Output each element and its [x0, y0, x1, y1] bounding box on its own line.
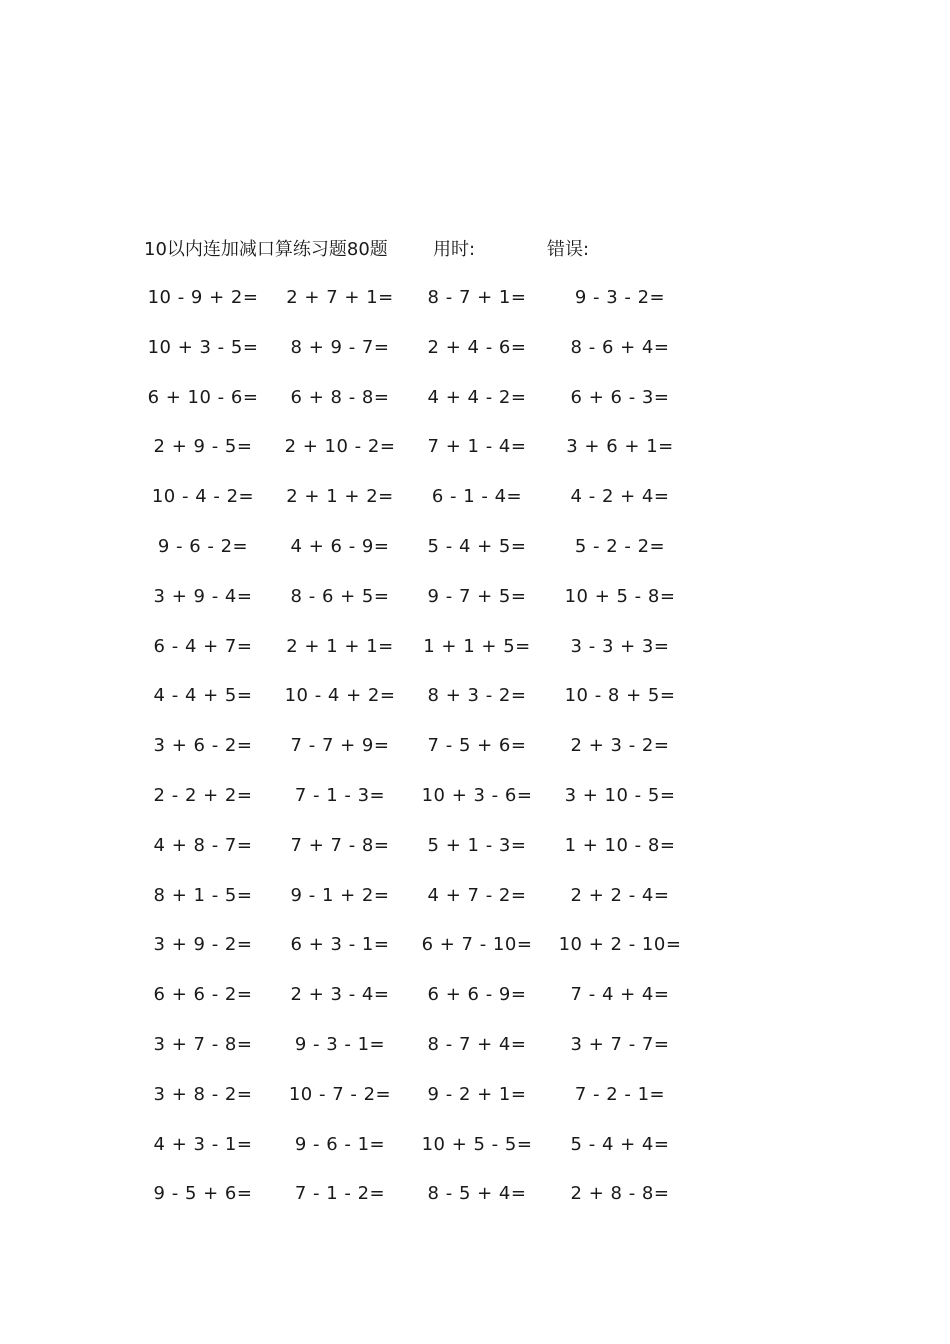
- problem-row: [0, 1131, 950, 1181]
- arithmetic-problem: 7 - 7 + 9=: [290, 735, 390, 757]
- arithmetic-problem: 3 + 7 - 8=: [153, 1033, 253, 1055]
- problem-row: [0, 533, 950, 583]
- problem-row: [0, 284, 950, 334]
- arithmetic-problem: 8 - 7 + 1=: [427, 287, 527, 308]
- worksheet-title: 10以内连加减口算练习题80题: [144, 239, 388, 260]
- arithmetic-problem: 1 + 1 + 5=: [423, 635, 531, 657]
- arithmetic-problem: 2 + 2 - 4=: [570, 884, 670, 906]
- arithmetic-problem: 2 + 1 + 2=: [286, 486, 394, 508]
- arithmetic-problem: 7 - 5 + 6=: [427, 735, 527, 757]
- arithmetic-problem: 5 - 4 + 4=: [570, 1133, 670, 1155]
- problem-row: [0, 633, 950, 683]
- arithmetic-problem: 9 - 6 - 1=: [294, 1133, 386, 1155]
- arithmetic-problem: 3 - 3 + 3=: [570, 635, 670, 657]
- arithmetic-problem: 7 - 4 + 4=: [570, 984, 670, 1006]
- arithmetic-problem: 2 + 3 - 4=: [290, 984, 390, 1006]
- arithmetic-problem: 10 + 3 - 6=: [421, 784, 533, 806]
- arithmetic-problem: 2 + 4 - 6=: [427, 336, 527, 358]
- problem-row: [0, 384, 950, 434]
- arithmetic-problem: 4 + 7 - 2=: [427, 884, 527, 906]
- arithmetic-problem: 7 - 1 - 3=: [294, 784, 386, 806]
- problem-row: [0, 1081, 950, 1131]
- arithmetic-problem: 7 - 1 - 2=: [294, 1183, 386, 1205]
- problem-row: [0, 981, 950, 1031]
- arithmetic-problem: 6 + 6 - 2=: [153, 984, 253, 1006]
- arithmetic-problem: 6 + 7 - 10=: [421, 934, 533, 956]
- arithmetic-problem: 5 + 1 - 3=: [427, 834, 527, 856]
- arithmetic-problem: 2 + 9 - 5=: [153, 436, 253, 458]
- arithmetic-problem: 10 + 5 - 8=: [564, 585, 676, 607]
- arithmetic-problem: 9 - 1 + 2=: [290, 884, 390, 906]
- problem-row: [0, 1031, 950, 1081]
- arithmetic-problem: 6 + 6 - 9=: [427, 984, 527, 1006]
- time-used-label: 用时:: [433, 239, 476, 260]
- arithmetic-problem: 3 + 8 - 2=: [153, 1083, 253, 1105]
- arithmetic-problem: 2 + 3 - 2=: [570, 735, 670, 757]
- arithmetic-problem: 10 - 4 - 2=: [151, 486, 255, 508]
- problem-row: [0, 583, 950, 633]
- arithmetic-problem: 6 - 4 + 7=: [153, 635, 253, 657]
- arithmetic-problem: 4 + 8 - 7=: [153, 834, 253, 856]
- arithmetic-problem: 6 + 8 - 8=: [290, 386, 390, 408]
- arithmetic-problem: 7 - 2 - 1=: [574, 1083, 666, 1105]
- arithmetic-problem: 6 + 3 - 1=: [290, 934, 390, 956]
- arithmetic-problem: 8 - 7 + 4=: [427, 1033, 527, 1055]
- arithmetic-problem: 4 - 4 + 5=: [153, 685, 253, 707]
- arithmetic-problem: 5 - 4 + 5=: [427, 535, 527, 557]
- arithmetic-problem: 3 + 9 - 4=: [153, 585, 253, 607]
- arithmetic-problem: 3 + 9 - 2=: [153, 934, 253, 956]
- arithmetic-problem: 4 + 3 - 1=: [153, 1133, 253, 1155]
- arithmetic-problem: 6 + 6 - 3=: [570, 386, 670, 408]
- arithmetic-problem: 4 - 2 + 4=: [570, 486, 670, 508]
- error-count-label: 错误:: [547, 239, 590, 260]
- arithmetic-problem: 9 - 5 + 6=: [153, 1183, 253, 1205]
- arithmetic-problem: 3 + 7 - 7=: [570, 1033, 670, 1055]
- arithmetic-problem: 10 - 7 - 2=: [288, 1083, 392, 1105]
- arithmetic-problem: 9 - 7 + 5=: [427, 585, 527, 607]
- arithmetic-problem: 2 + 10 - 2=: [284, 436, 396, 458]
- problem-row: [0, 483, 950, 533]
- arithmetic-problem: 6 + 10 - 6=: [147, 386, 259, 408]
- arithmetic-problem: 9 - 3 - 2=: [574, 287, 666, 308]
- arithmetic-problem: 2 + 1 + 1=: [286, 635, 394, 657]
- arithmetic-problem: 10 + 2 - 10=: [558, 934, 682, 956]
- arithmetic-problem: 10 - 4 + 2=: [284, 685, 396, 707]
- arithmetic-problem: 8 + 3 - 2=: [427, 685, 527, 707]
- arithmetic-problem: 3 + 6 - 2=: [153, 735, 253, 757]
- problem-row: [0, 334, 950, 384]
- arithmetic-problem: 10 - 9 + 2=: [147, 287, 259, 308]
- arithmetic-problem: 9 - 2 + 1=: [427, 1083, 527, 1105]
- problem-row: [0, 832, 950, 882]
- arithmetic-problem: 10 + 5 - 5=: [421, 1133, 533, 1155]
- problem-row: [0, 782, 950, 832]
- arithmetic-problem: 7 + 7 - 8=: [290, 834, 390, 856]
- arithmetic-problem: 10 - 8 + 5=: [564, 685, 676, 707]
- arithmetic-problem: 1 + 10 - 8=: [564, 834, 676, 856]
- arithmetic-problem: 3 + 6 + 1=: [566, 436, 674, 458]
- arithmetic-problem: 3 + 10 - 5=: [564, 784, 676, 806]
- problem-row: [0, 1180, 950, 1230]
- problem-row: [0, 433, 950, 483]
- arithmetic-problem: 10 + 3 - 5=: [147, 336, 259, 358]
- problem-grid: [0, 284, 950, 1230]
- arithmetic-problem: 2 + 7 + 1=: [286, 287, 394, 308]
- arithmetic-problem: 2 + 8 - 8=: [570, 1183, 670, 1205]
- arithmetic-problem: 6 - 1 - 4=: [431, 486, 523, 508]
- arithmetic-problem: 8 - 5 + 4=: [427, 1183, 527, 1205]
- problem-row: [0, 732, 950, 782]
- arithmetic-problem: 8 + 9 - 7=: [290, 336, 390, 358]
- arithmetic-problem: 4 + 6 - 9=: [290, 535, 390, 557]
- arithmetic-problem: 9 - 6 - 2=: [157, 535, 249, 557]
- arithmetic-problem: 9 - 3 - 1=: [294, 1033, 386, 1055]
- arithmetic-problem: 5 - 2 - 2=: [574, 535, 666, 557]
- problem-row: [0, 682, 950, 732]
- arithmetic-problem: 4 + 4 - 2=: [427, 386, 527, 408]
- arithmetic-problem: 7 + 1 - 4=: [427, 436, 527, 458]
- problem-row: [0, 931, 950, 981]
- arithmetic-problem: 2 - 2 + 2=: [153, 784, 253, 806]
- problem-row: [0, 882, 950, 932]
- arithmetic-problem: 8 + 1 - 5=: [153, 884, 253, 906]
- arithmetic-problem: 8 - 6 + 5=: [290, 585, 390, 607]
- arithmetic-problem: 8 - 6 + 4=: [570, 336, 670, 358]
